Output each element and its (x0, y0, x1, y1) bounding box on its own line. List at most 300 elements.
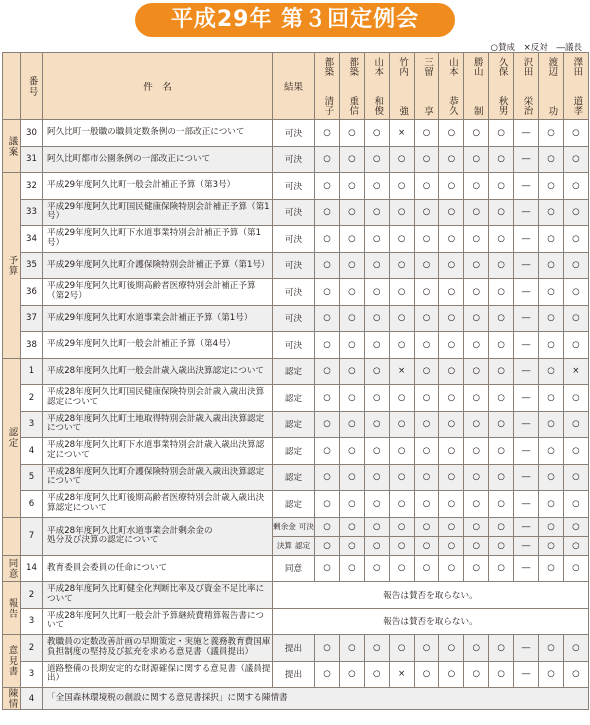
item-result: 同意 (273, 555, 315, 582)
vote-cell: ○ (563, 385, 588, 412)
item-result: 認定 (273, 491, 315, 518)
member-header (489, 53, 514, 120)
vote-cell: ○ (489, 173, 514, 200)
item-number: 4 (21, 688, 43, 710)
member-given-name: 清子 (322, 96, 334, 115)
vote-cell: ○ (389, 438, 414, 465)
item-title: 道路整備の長期安定的な財源確保に関する意見書（議員提出） (43, 661, 273, 688)
vote-cell: ― (514, 226, 539, 253)
category-cell (3, 517, 21, 555)
vote-cell: ○ (439, 146, 464, 173)
member-given-name: 強 (397, 105, 409, 115)
vote-cell: ○ (339, 385, 364, 412)
item-result: 可決 (273, 252, 315, 279)
vote-cell: ○ (339, 252, 364, 279)
vote-cell: ○ (315, 279, 340, 306)
vote-cell: ○ (489, 555, 514, 582)
member-given-name: 栄治 (521, 96, 533, 115)
vote-cell: ― (514, 464, 539, 491)
vote-cell: ○ (439, 385, 464, 412)
vote-cell: ○ (464, 464, 489, 491)
vote-cell: ― (514, 411, 539, 438)
item-title: 平成29年度阿久比町介護保険特別会計補正予算（第1号） (43, 252, 273, 279)
vote-cell: ○ (414, 358, 439, 385)
item-result: 提出 (273, 661, 315, 688)
vote-cell: ○ (389, 411, 414, 438)
vote-cell: ○ (464, 661, 489, 688)
table-row (3, 582, 589, 609)
vote-cell: ○ (364, 661, 389, 688)
vote-cell: ○ (563, 491, 588, 518)
vote-cell: ○ (414, 464, 439, 491)
vote-cell: ○ (464, 305, 489, 332)
item-result (273, 536, 315, 555)
vote-cell: ○ (364, 252, 389, 279)
vote-cell: ― (514, 536, 539, 555)
table-row (3, 120, 589, 147)
vote-cell: ○ (464, 226, 489, 253)
vote-cell: ○ (489, 464, 514, 491)
vote-cell: ○ (464, 635, 489, 662)
item-title: 平成29年度阿久比町下水道事業特別会計補正予算（第1号） (43, 226, 273, 253)
vote-cell: ○ (439, 173, 464, 200)
member-surname: 山本 (372, 57, 384, 76)
table-row (3, 491, 589, 518)
vote-cell: ○ (539, 146, 564, 173)
item-number: 6 (21, 491, 43, 518)
sub-result: 可決 (298, 522, 314, 531)
vote-cell: ○ (339, 146, 364, 173)
legend-yes: ○賛成 (490, 43, 515, 53)
vote-cell: ○ (414, 635, 439, 662)
vote-cell: ○ (464, 199, 489, 226)
category-cell (3, 358, 21, 517)
category-label: 予算 (6, 254, 18, 276)
vote-cell: ○ (315, 226, 340, 253)
vote-cell: ○ (414, 536, 439, 555)
vote-cell: ○ (414, 517, 439, 536)
item-result (273, 517, 315, 536)
vote-cell: ― (514, 252, 539, 279)
vote-cell: ○ (539, 279, 564, 306)
vote-cell: ○ (364, 517, 389, 536)
item-number: 33 (21, 199, 43, 226)
item-title: 平成28年度阿久比町土地取得特別会計歳入歳出決算認定について (43, 411, 273, 438)
category-label: 陳情 (6, 688, 18, 709)
vote-cell: ○ (364, 146, 389, 173)
item-number: 2 (21, 582, 43, 609)
item-title: 平成28年度阿久比町下水道事業特別会計歳入歳出決算認定について (43, 438, 273, 465)
item-title: 平成28年度阿久比町国民健康保険特別会計歳入歳出決算認定について (43, 385, 273, 412)
vote-cell: ○ (539, 555, 564, 582)
vote-cell: ○ (364, 464, 389, 491)
vote-cell: ○ (563, 661, 588, 688)
vote-cell: ○ (315, 385, 340, 412)
vote-cell: ○ (364, 279, 389, 306)
member-surname: 勝山 (471, 57, 483, 76)
vote-cell: ○ (563, 173, 588, 200)
table-row (3, 358, 589, 385)
vote-cell: ○ (563, 199, 588, 226)
vote-cell: ○ (339, 120, 364, 147)
table-row (3, 661, 589, 688)
vote-cell: ○ (389, 332, 414, 359)
vote-cell: ― (514, 385, 539, 412)
member-surname: 沢田 (521, 57, 533, 76)
header-row (3, 53, 589, 120)
item-number: 2 (21, 385, 43, 412)
vote-cell: ― (514, 279, 539, 306)
vote-cell: ○ (563, 146, 588, 173)
item-number: 14 (21, 555, 43, 582)
header-number-label: 番号 (26, 75, 38, 97)
vote-cell: ○ (563, 226, 588, 253)
vote-cell: ○ (539, 252, 564, 279)
vote-cell: ○ (464, 536, 489, 555)
sub-result: 認定 (295, 541, 311, 550)
item-result: 認定 (273, 411, 315, 438)
table-row (3, 438, 589, 465)
vote-cell: ○ (364, 555, 389, 582)
vote-cell: ○ (489, 146, 514, 173)
vote-cell: ○ (389, 173, 414, 200)
member-header (339, 53, 364, 120)
vote-cell: ○ (414, 555, 439, 582)
vote-cell: ○ (414, 661, 439, 688)
table-row (3, 411, 589, 438)
legend-chair: ―議長 (556, 43, 582, 53)
category-cell (3, 120, 21, 173)
vote-cell: ○ (563, 279, 588, 306)
item-title: 平成28年度阿久比町一般会計歳入歳出決算認定について (43, 358, 273, 385)
vote-cell: ○ (364, 173, 389, 200)
vote-cell: ― (514, 146, 539, 173)
table-row (3, 688, 589, 710)
vote-cell: ― (514, 517, 539, 536)
member-surname: 久保 (496, 57, 508, 76)
page-title: 平成29年 第３回定例会 (135, 3, 455, 37)
member-header (514, 53, 539, 120)
report-note: 報告は賛否を取らない。 (273, 582, 589, 609)
vote-cell: ○ (414, 146, 439, 173)
vote-cell: ○ (339, 635, 364, 662)
vote-cell: ○ (414, 226, 439, 253)
item-title: 平成29年度阿久比町後期高齢者医療特別会計補正予算（第2号） (43, 279, 273, 306)
vote-cell: ○ (339, 517, 364, 536)
vote-cell: ○ (389, 491, 414, 518)
vote-cell: ○ (539, 226, 564, 253)
item-number: 31 (21, 146, 43, 173)
vote-cell: ○ (539, 635, 564, 662)
vote-cell: ○ (315, 635, 340, 662)
item-number: 38 (21, 332, 43, 359)
vote-cell: ○ (414, 199, 439, 226)
vote-cell: ○ (315, 146, 340, 173)
legend-no: ×反対 (523, 43, 548, 53)
member-given-name: 制 (471, 105, 483, 115)
item-title: 教育委員会委員の任命について (43, 555, 273, 582)
item-result: 認定 (273, 358, 315, 385)
vote-cell: ○ (563, 305, 588, 332)
vote-cell: ○ (539, 536, 564, 555)
vote-cell: ○ (315, 555, 340, 582)
item-title-text: 平成28年度阿久比町水道事業会計剰余金の処分及び決算の認定について (47, 525, 213, 545)
vote-cell: ― (514, 173, 539, 200)
vote-cell: ― (514, 120, 539, 147)
vote-cell: ○ (464, 332, 489, 359)
vote-cell: ○ (439, 661, 464, 688)
vote-cell: ○ (315, 438, 340, 465)
vote-cell: ○ (539, 305, 564, 332)
vote-cell: ○ (439, 517, 464, 536)
vote-cell: ― (514, 491, 539, 518)
vote-cell: ○ (389, 305, 414, 332)
vote-cell: ○ (439, 555, 464, 582)
vote-cell: ○ (539, 199, 564, 226)
category-cell (3, 555, 21, 582)
table-row (3, 146, 589, 173)
item-number: 2 (21, 635, 43, 662)
vote-cell: ○ (315, 305, 340, 332)
vote-cell: ○ (414, 173, 439, 200)
vote-cell: ○ (364, 491, 389, 518)
vote-cell: ○ (563, 555, 588, 582)
item-title (43, 517, 273, 555)
category-cell (3, 582, 21, 635)
report-note: 報告は賛否を取らない。 (273, 608, 589, 635)
table-row (3, 385, 589, 412)
vote-cell: ○ (439, 226, 464, 253)
category-label: 議案 (6, 135, 18, 157)
vote-cell: ○ (339, 226, 364, 253)
vote-cell: ○ (489, 635, 514, 662)
item-number: 3 (21, 608, 43, 635)
vote-cell: ○ (414, 252, 439, 279)
item-title: 「全国森林環境税の創設に関する意見書採択」に関する陳情書 (43, 688, 589, 710)
member-surname: 渡辺 (546, 57, 558, 76)
category-label: 意見書 (6, 645, 18, 677)
vote-cell: ○ (489, 226, 514, 253)
table-row (3, 464, 589, 491)
vote-cell: ○ (364, 411, 389, 438)
vote-cell: ○ (315, 536, 340, 555)
vote-cell: ○ (464, 411, 489, 438)
member-header (414, 53, 439, 120)
member-given-name: 享 (421, 105, 433, 115)
vote-cell: ○ (389, 464, 414, 491)
member-header (439, 53, 464, 120)
member-surname: 都築 (347, 57, 359, 76)
item-result: 認定 (273, 385, 315, 412)
vote-cell: ○ (539, 332, 564, 359)
item-result: 認定 (273, 438, 315, 465)
vote-cell: ○ (563, 120, 588, 147)
vote-cell: ○ (364, 199, 389, 226)
vote-cell: ○ (439, 358, 464, 385)
item-number: 4 (21, 438, 43, 465)
vote-cell: ○ (489, 517, 514, 536)
vote-cell: ○ (439, 536, 464, 555)
vote-cell: ○ (364, 332, 389, 359)
table-row (3, 555, 589, 582)
item-title: 平成29年度阿久比町一般会計補正予算（第3号） (43, 173, 273, 200)
vote-cell: ○ (439, 464, 464, 491)
vote-cell: ○ (539, 120, 564, 147)
vote-cell: ○ (414, 120, 439, 147)
table-row (3, 279, 589, 306)
vote-cell: ○ (439, 305, 464, 332)
vote-cell: ○ (539, 517, 564, 536)
vote-cell: ○ (539, 385, 564, 412)
vote-cell: ○ (464, 279, 489, 306)
item-result: 可決 (273, 173, 315, 200)
vote-cell: ― (514, 358, 539, 385)
sub-label: 決算 (276, 541, 292, 550)
member-header (464, 53, 489, 120)
vote-cell: ○ (315, 411, 340, 438)
vote-cell: ○ (489, 358, 514, 385)
category-label: 報告 (6, 597, 18, 619)
vote-cell: ○ (539, 464, 564, 491)
vote-cell: ○ (315, 661, 340, 688)
item-number: 37 (21, 305, 43, 332)
vote-cell: ○ (339, 358, 364, 385)
item-result: 可決 (273, 226, 315, 253)
member-given-name: 功 (546, 105, 558, 115)
vote-cell: ○ (315, 173, 340, 200)
vote-cell: ○ (489, 385, 514, 412)
vote-cell: ○ (389, 199, 414, 226)
vote-cell: ○ (315, 120, 340, 147)
vote-cell: ○ (389, 226, 414, 253)
item-number: 7 (21, 517, 43, 555)
item-result: 可決 (273, 305, 315, 332)
vote-cell: ○ (339, 173, 364, 200)
vote-cell: ― (514, 305, 539, 332)
vote-cell: ○ (439, 491, 464, 518)
vote-cell: ○ (563, 411, 588, 438)
vote-cell: ○ (389, 536, 414, 555)
vote-cell: ○ (439, 635, 464, 662)
vote-cell: ○ (414, 279, 439, 306)
vote-cell: ○ (339, 438, 364, 465)
table-row (3, 635, 589, 662)
vote-cell: ○ (539, 358, 564, 385)
item-number: 30 (21, 120, 43, 147)
vote-cell: ○ (414, 438, 439, 465)
item-number: 1 (21, 358, 43, 385)
vote-cell: ○ (439, 332, 464, 359)
vote-cell: ○ (489, 120, 514, 147)
item-title: 平成29年度阿久比町国民健康保険特別会計補正予算（第1号） (43, 199, 273, 226)
header-blank (3, 53, 21, 120)
member-given-name: 恭久 (446, 96, 458, 115)
vote-cell: ○ (563, 635, 588, 662)
item-number: 34 (21, 226, 43, 253)
item-title: 平成29年度阿久比町水道事業会計補正予算（第1号） (43, 305, 273, 332)
vote-cell: ○ (489, 252, 514, 279)
vote-cell: ○ (563, 438, 588, 465)
vote-cell: ― (514, 555, 539, 582)
member-given-name: 重信 (347, 96, 359, 115)
vote-cell: ○ (489, 536, 514, 555)
item-title: 平成28年度阿久比町健全化判断比率及び資金不足比率について (43, 582, 273, 609)
vote-cell: ○ (464, 358, 489, 385)
vote-cell: ○ (464, 555, 489, 582)
item-number: 32 (21, 173, 43, 200)
member-header (539, 53, 564, 120)
vote-cell: ○ (464, 173, 489, 200)
vote-cell: ○ (464, 517, 489, 536)
vote-cell: ○ (414, 332, 439, 359)
vote-cell: ○ (339, 411, 364, 438)
item-title: 平成28年度阿久比町一般会計予算継続費精算報告書について (43, 608, 273, 635)
vote-cell: ○ (539, 438, 564, 465)
member-given-name: 秋男 (496, 96, 508, 115)
vote-cell: ○ (389, 252, 414, 279)
item-result: 可決 (273, 332, 315, 359)
item-title: 教職員の定数改善計画の早期策定・実施と義務教育費国庫負担制度の堅持及び拡充を求める意見書（議員提出） (43, 635, 273, 662)
vote-cell: ○ (315, 464, 340, 491)
vote-cell: ○ (464, 438, 489, 465)
vote-cell: ― (514, 199, 539, 226)
item-result: 可決 (273, 120, 315, 147)
vote-cell: ○ (364, 438, 389, 465)
item-title: 阿久比町都市公園条例の一部改正について (43, 146, 273, 173)
vote-cell: ○ (414, 385, 439, 412)
vote-cell: ○ (315, 491, 340, 518)
vote-cell: ○ (364, 120, 389, 147)
item-number: 3 (21, 411, 43, 438)
vote-cell: ○ (464, 120, 489, 147)
member-header (364, 53, 389, 120)
vote-cell: ― (514, 332, 539, 359)
vote-cell: ○ (414, 411, 439, 438)
vote-cell: ○ (439, 120, 464, 147)
vote-cell: ○ (364, 226, 389, 253)
vote-cell: ○ (315, 358, 340, 385)
vote-cell: ○ (364, 635, 389, 662)
vote-cell: ○ (489, 661, 514, 688)
vote-cell: ○ (464, 252, 489, 279)
vote-cell: ○ (315, 252, 340, 279)
vote-cell: ○ (539, 411, 564, 438)
vote-cell: ○ (389, 146, 414, 173)
vote-cell: ○ (339, 491, 364, 518)
vote-cell: ― (514, 635, 539, 662)
item-number: 3 (21, 661, 43, 688)
category-label: 認定 (6, 427, 18, 448)
vote-cell: ○ (364, 385, 389, 412)
vote-cell: ○ (364, 305, 389, 332)
member-given-name: 和俊 (372, 96, 384, 115)
vote-cell: ○ (464, 385, 489, 412)
vote-cell: ○ (563, 464, 588, 491)
vote-cell: ○ (389, 635, 414, 662)
vote-cell: ○ (364, 358, 389, 385)
member-surname: 都築 (322, 57, 334, 76)
item-title: 平成29年度阿久比町一般会計補正予算（第4号） (43, 332, 273, 359)
vote-cell: ○ (539, 491, 564, 518)
header-item: 件 名 (43, 53, 273, 120)
member-header (315, 53, 340, 120)
vote-cell: ○ (489, 491, 514, 518)
vote-cell: ○ (364, 536, 389, 555)
item-result: 可決 (273, 279, 315, 306)
table-row (3, 226, 589, 253)
vote-cell: ○ (315, 332, 340, 359)
vote-cell: ○ (389, 385, 414, 412)
